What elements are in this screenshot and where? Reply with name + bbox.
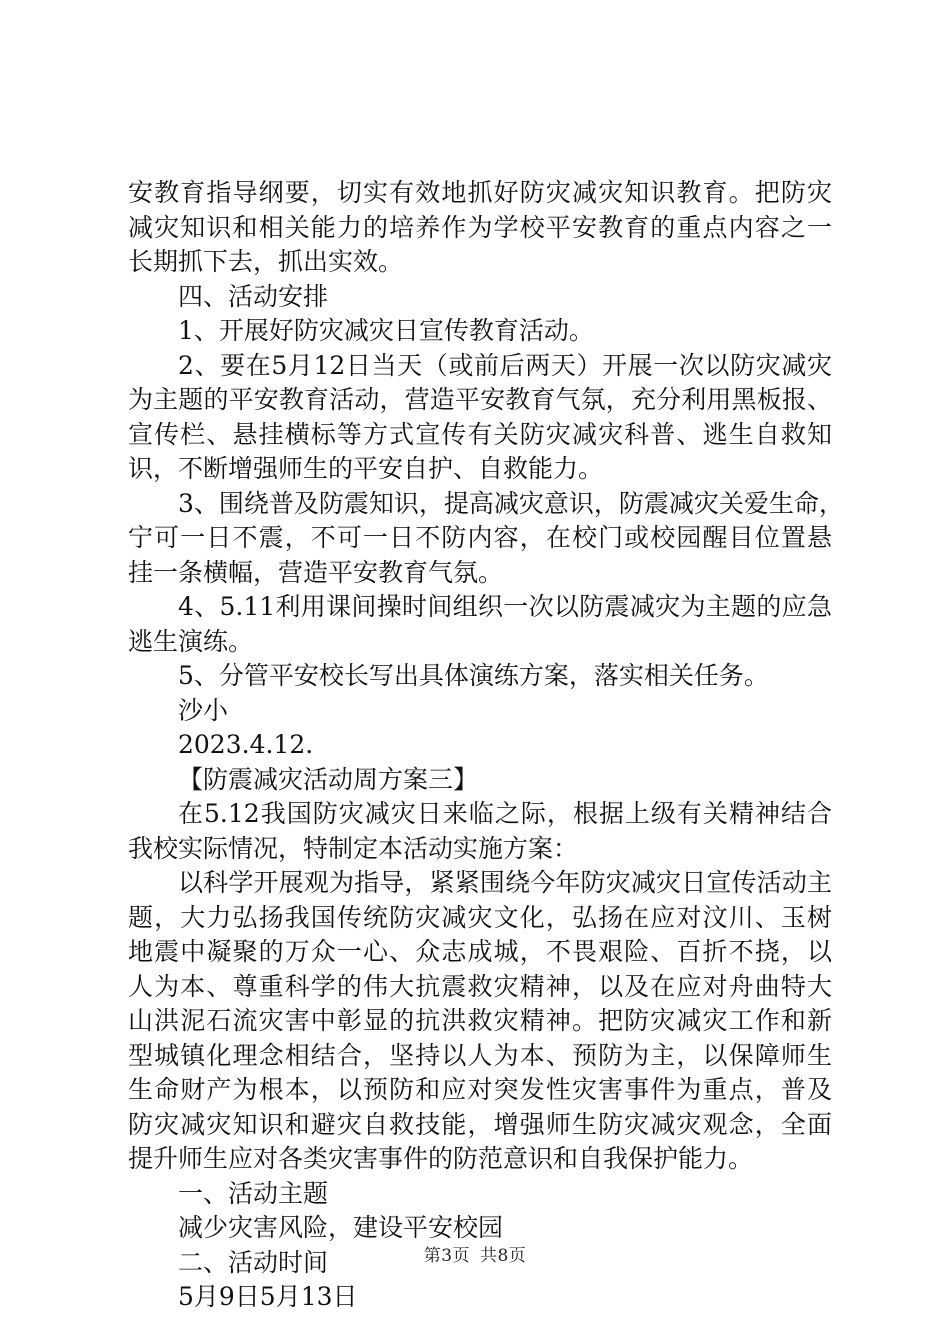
page-total: 共8页 (479, 1246, 527, 1266)
document-body (128, 176, 844, 1315)
text-line: 挂一条横幅，营造平安教育气氛。 (128, 557, 504, 587)
text-line: 地震中凝聚的万众一心、众志成城，不畏艰险、百折不挠，以 (128, 937, 832, 966)
text-line: 3、围绕普及防震知识，提高减灾意识，防震减灾关爱生命， (178, 488, 844, 518)
text-line: 减少灾害风险，建设平安校园 (178, 1213, 504, 1242)
text-line: 安教育指导纲要，切实有效地抓好防灾减灾知识教育。把防灾 (128, 178, 832, 207)
text-line: 山洪泥石流灾害中彰显的抗洪救灾精神。把防灾减灾工作和新 (128, 1006, 832, 1035)
text-line: 以科学开展观为指导，紧紧围绕今年防灾减灾日宣传活动主 (178, 868, 832, 897)
text-line: 5月9日5月13日 (178, 1282, 358, 1311)
text-line: 二、活动时间 (178, 1247, 329, 1277)
text-line: 逃生演练。 (128, 626, 254, 656)
text-line: 4、5.11利用课间操时间组织一次以防震减灾为主题的应急 (178, 592, 832, 621)
text-line: 长期抓下去，抓出实效。 (128, 247, 404, 276)
text-line: 生命财产为根本，以预防和应对突发性灾害事件为重点，普及 (128, 1075, 832, 1104)
text-line: 宁可一日不震，不可一日不防内容，在校门或校园醒目位置悬 (128, 523, 832, 552)
text-line: 为主题的平安教育活动，营造平安教育气氛，充分利用黑板报、 (128, 385, 832, 414)
text-line: 提升师生应对各类灾害事件的防范意识和自我保护能力。 (128, 1144, 754, 1173)
text-line: 识，不断增强师生的平安自护、自救能力。 (128, 454, 604, 483)
text-line: 我校实际情况，特制定本活动实施方案： (128, 833, 579, 863)
text-line: 宣传栏、悬挂横标等方式宣传有关防灾减灾科普、逃生自救知 (128, 419, 832, 449)
page-number: 第3页 (423, 1246, 471, 1266)
text-line: 一、活动主题 (178, 1178, 329, 1208)
text-line: 题，大力弘扬我国传统防灾减灾文化，弘扬在应对汶川、玉树 (128, 902, 832, 932)
text-line: 型城镇化理念相结合，坚持以人为本、预防为主，以保障师生 (128, 1040, 832, 1070)
text-line: 5、分管平安校长写出具体演练方案，落实相关任务。 (178, 661, 769, 690)
text-line: 防灾减灾知识和避灾自救技能，增强师生防灾减灾观念，全面 (128, 1109, 832, 1139)
text-line: 2、要在5月12日当天（或前后两天）开展一次以防灾减灾 (178, 350, 832, 380)
text-line: 【防震减灾活动周方案三】 (178, 764, 479, 794)
text-line: 2023.4.12. (178, 730, 314, 759)
page-footer (0, 1241, 950, 1266)
text-line: 四、活动安排 (178, 281, 329, 311)
text-line: 人为本、尊重科学的伟大抗震救灾精神，以及在应对舟曲特大 (128, 971, 832, 1001)
text-line: 1、开展好防灾减灾日宣传教育活动。 (178, 316, 594, 345)
text-line: 沙小 (178, 695, 229, 725)
text-line: 减灾知识和相关能力的培养作为学校平安教育的重点内容之一 (128, 212, 832, 242)
text-line: 在5.12我国防灾减灾日来临之际，根据上级有关精神结合 (178, 799, 832, 828)
